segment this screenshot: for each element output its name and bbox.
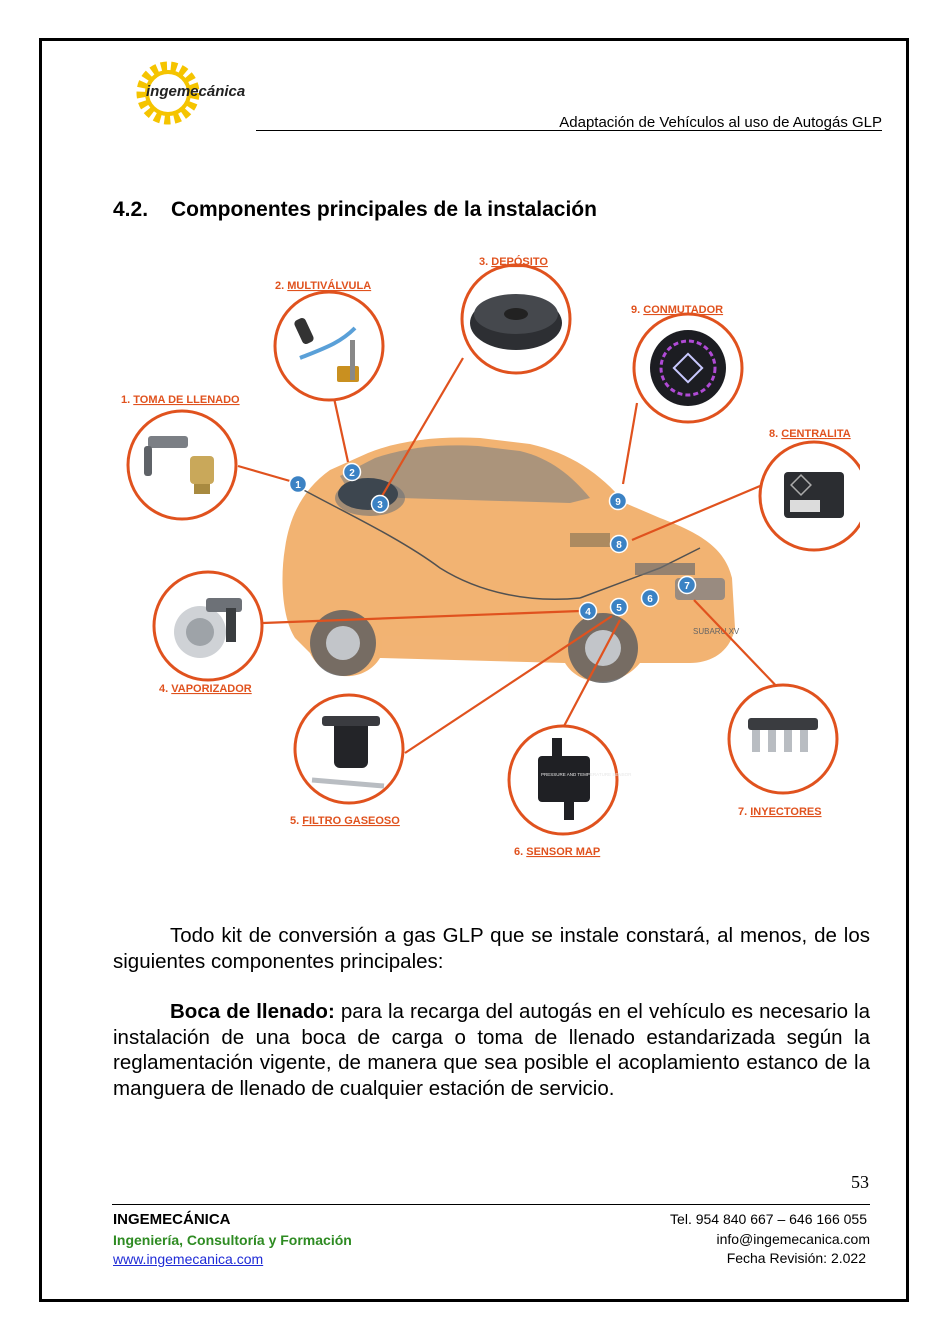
footer-rule [112,1204,870,1205]
svg-text:3: 3 [377,500,383,511]
label-8: 8. CENTRALITA [769,428,851,440]
marker-1 [290,476,307,493]
svg-text:9: 9 [615,497,621,508]
svg-text:1: 1 [295,480,301,491]
label-6: 6. SENSOR MAP [514,846,601,858]
marker-4 [580,603,597,620]
section-heading: Componentes principales de la instalación [171,198,597,221]
label-9: 9. CONMUTADOR [631,304,724,316]
footer-website-link[interactable]: www.ingemecanica.com [113,1251,264,1267]
label-7: 7. INYECTORES [738,806,822,818]
marker-2 [344,464,361,481]
label-5: 5. FILTRO GASEOSO [290,815,400,827]
svg-text:8: 8 [616,540,622,551]
fuel-switch-icon [650,330,726,406]
header-rule [256,130,882,131]
footer-phone: Tel. 954 840 667 – 646 166 055 [670,1211,867,1227]
label-1: 1. TOMA DE LLENADO [121,394,240,406]
label-3: 3. DEPÓSITO [479,256,548,268]
marker-3 [372,496,389,513]
footer-tagline: Ingeniería, Consultoría y Formación [113,1232,352,1248]
boca-llenado-paragraph: Boca de llenado: para la recarga del autogás en el vehículo es necesario la instalación de una boca de carga o toma de llenado estandarizada según la reglamentación vigente, de manera que sea posible el acoplamiento estanco de la manguera de llenado de cualquier estación de servicio. [113,1000,871,1100]
svg-text:7: 7 [684,581,690,592]
toroidal-tank-icon [470,294,562,350]
logo-text: ingemecánica [146,83,246,100]
marker-7 [679,577,696,594]
footer-revision-date: Fecha Revisión: 2.022 [726,1250,866,1266]
svg-text:4: 4 [585,607,591,618]
intro-paragraph: Todo kit de conversión a gas GLP que se instale constará, al menos, de los siguientes componentes principales: [113,924,870,973]
marker-6 [642,590,659,607]
lpg-components-diagram [100,248,860,860]
section-title [113,198,597,222]
marker-5 [611,599,628,616]
label-4: 4. VAPORIZADOR [159,683,252,695]
car-badge: SUBARU XV [693,627,740,636]
inyectores-photo [729,685,837,793]
header-title: Adaptación de Vehículos al uso de Autogás GLP [559,114,882,131]
boca-llenado-term: Boca de llenado: [170,1000,335,1023]
section-number: 4.2. [113,198,149,221]
page-number: 53 [851,1172,869,1192]
svg-text:5: 5 [616,603,622,614]
sensor-label: PRESSURE AND TEMPERATURE SENSOR [541,772,632,777]
svg-text:6: 6 [647,594,653,605]
footer-company: INGEMECÁNICA [113,1211,231,1228]
svg-text:2: 2 [349,468,355,479]
label-2: 2. MULTIVÁLVULA [275,280,372,292]
ecu-icon [784,472,844,518]
marker-9 [610,493,627,510]
marker-8 [611,536,628,553]
footer-email: info@ingemecanica.com [716,1231,870,1247]
